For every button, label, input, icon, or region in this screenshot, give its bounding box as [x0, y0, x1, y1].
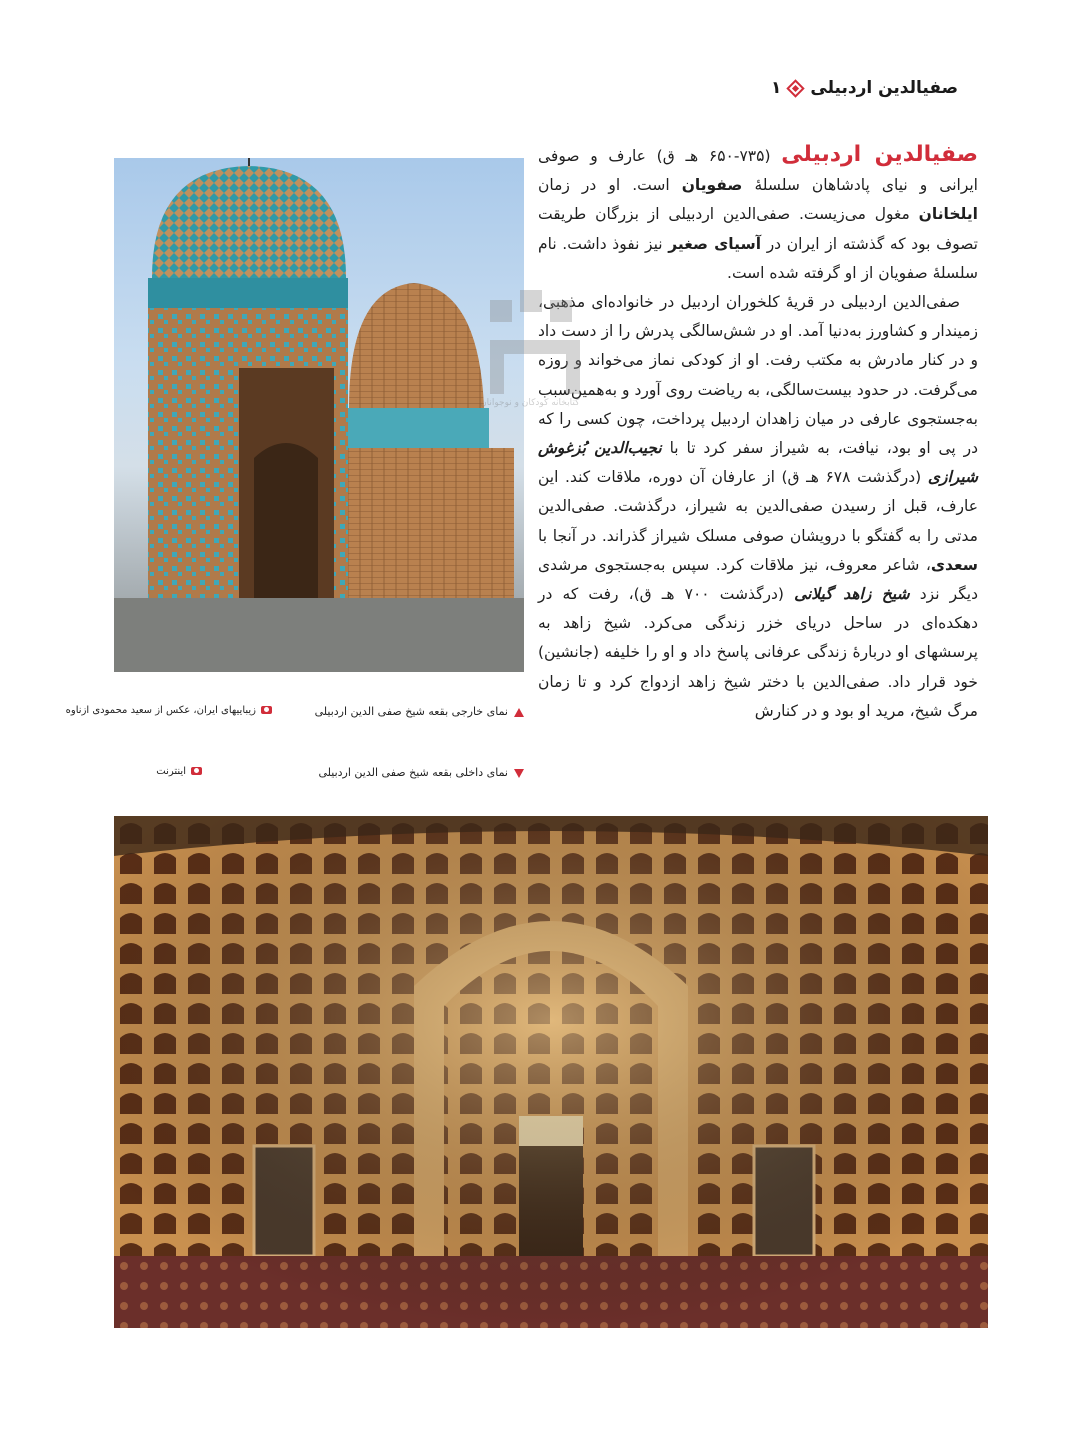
interior-photo [114, 816, 988, 1328]
text-run: صفی‌الدین اردبیلی در قریۀ کلخوران اردبیل در خانواده‌ای مذهبی، زمیندار و کشاورز به‌دنیا آمد. او در شش‌سالگی پدرش را از دست داد و در کنار مادرش به مکتب رفت. او از کودکی نماز می‌خواند و روزه می‌گرفت. در حدود بیست‌سالگی، به ریاضت روی آورد و به‌همین‌سبب به‌جستجوی عارفی در میان زاهدان اردبیل پرداخت، چون کسی را که در پی او بود، نیافت، به شیراز سفر کرد تا با [538, 293, 978, 458]
camera-icon [261, 706, 272, 714]
text-run: مغول می‌زیست. صفی‌الدین اردبیلی از بزرگان طریقت تصوف بود که گذشته از ایران در [538, 205, 978, 253]
triangle-down-icon [514, 769, 524, 778]
caption-interior-text: نمای داخلی بقعه شیخ صفی الدین اردبیلی [318, 766, 508, 779]
running-title: صفیالدین اردبیلی [810, 78, 958, 98]
term-najib: نجیب‌الدین بُزغوش شیرازی [538, 439, 978, 487]
term-ilkhanan: ایلخانان [918, 205, 978, 224]
term-asia-minor: آسیای صغیر [668, 234, 762, 253]
text-run: ، شاعر معروف، نیز ملاقات کرد. سپس به‌جستجوی مرشدی دیگر نزد [538, 555, 978, 604]
text-run: (درگذشت ۶۷۸ هـ ق) از عارفان آن دوره، ملاقات کند. این عارف، قبل از رسیدن صفی‌الدین به شیراز، درگذشت. صفی‌الدین مدتی را به گفتگو با درویشان صوفی مسلک شیراز گذراند. در آنجا با [538, 468, 978, 545]
text-run: (درگذشت ۷۰۰ هـ ق)، رفت که در دهکده‌ای در ساحل دریای خزر زندگی می‌کرد. شیخ زاهد به پرسشهای او دربارۀ زندگی عرفانی پاسخ داد و او را خلیفه (جانشین) خود قرار داد. صفی‌الدین با دختر شیخ زاهد ازدواج کرد و تا زمان مرگ شیخ، مرید او بود و در کنارش [538, 585, 978, 720]
credit-exterior-text: زیباییهای ایران، عکس از سعید محمودی ازناوه [65, 705, 256, 716]
article-title: صفیالدین اردبیلی [781, 142, 978, 167]
camera-icon [191, 767, 202, 775]
watermark-text: کتابخانه کودکان و نوجوانان [480, 398, 580, 408]
article-dates: (۷۳۵-۶۵۰ هـ ق) [656, 147, 771, 165]
credit-interior [156, 766, 202, 777]
text-run: است. او در زمان [538, 176, 670, 195]
credit-exterior [66, 705, 272, 716]
caption-interior [318, 766, 524, 779]
caption-exterior [315, 705, 524, 718]
page-header [771, 78, 958, 98]
triangle-up-icon [514, 708, 524, 717]
paragraph-1 [538, 140, 978, 288]
diamond-icon [787, 79, 805, 97]
exterior-photo [114, 158, 524, 672]
page-number: ۱ [771, 78, 782, 98]
article-body [538, 140, 978, 726]
term-zahed: شیخ زاهد گیلانی [794, 585, 910, 604]
credit-interior-text: اینترنت [156, 766, 186, 777]
text-run: عارف و صوفی ایرانی و نیای پادشاهان سلسلۀ [538, 147, 978, 195]
text-run: نیز نفوذ داشت. نام سلسلۀ صفویان از او گرفته شده است. [538, 234, 978, 282]
term-saadi: سعدی [930, 555, 978, 574]
exterior-illustration [114, 158, 524, 672]
caption-exterior-text: نمای خارجی بقعه شیخ صفی الدین اردبیلی [314, 705, 508, 718]
paragraph-2 [538, 288, 978, 726]
interior-illustration [114, 816, 988, 1328]
term-safaviyan: صفویان [681, 176, 743, 195]
